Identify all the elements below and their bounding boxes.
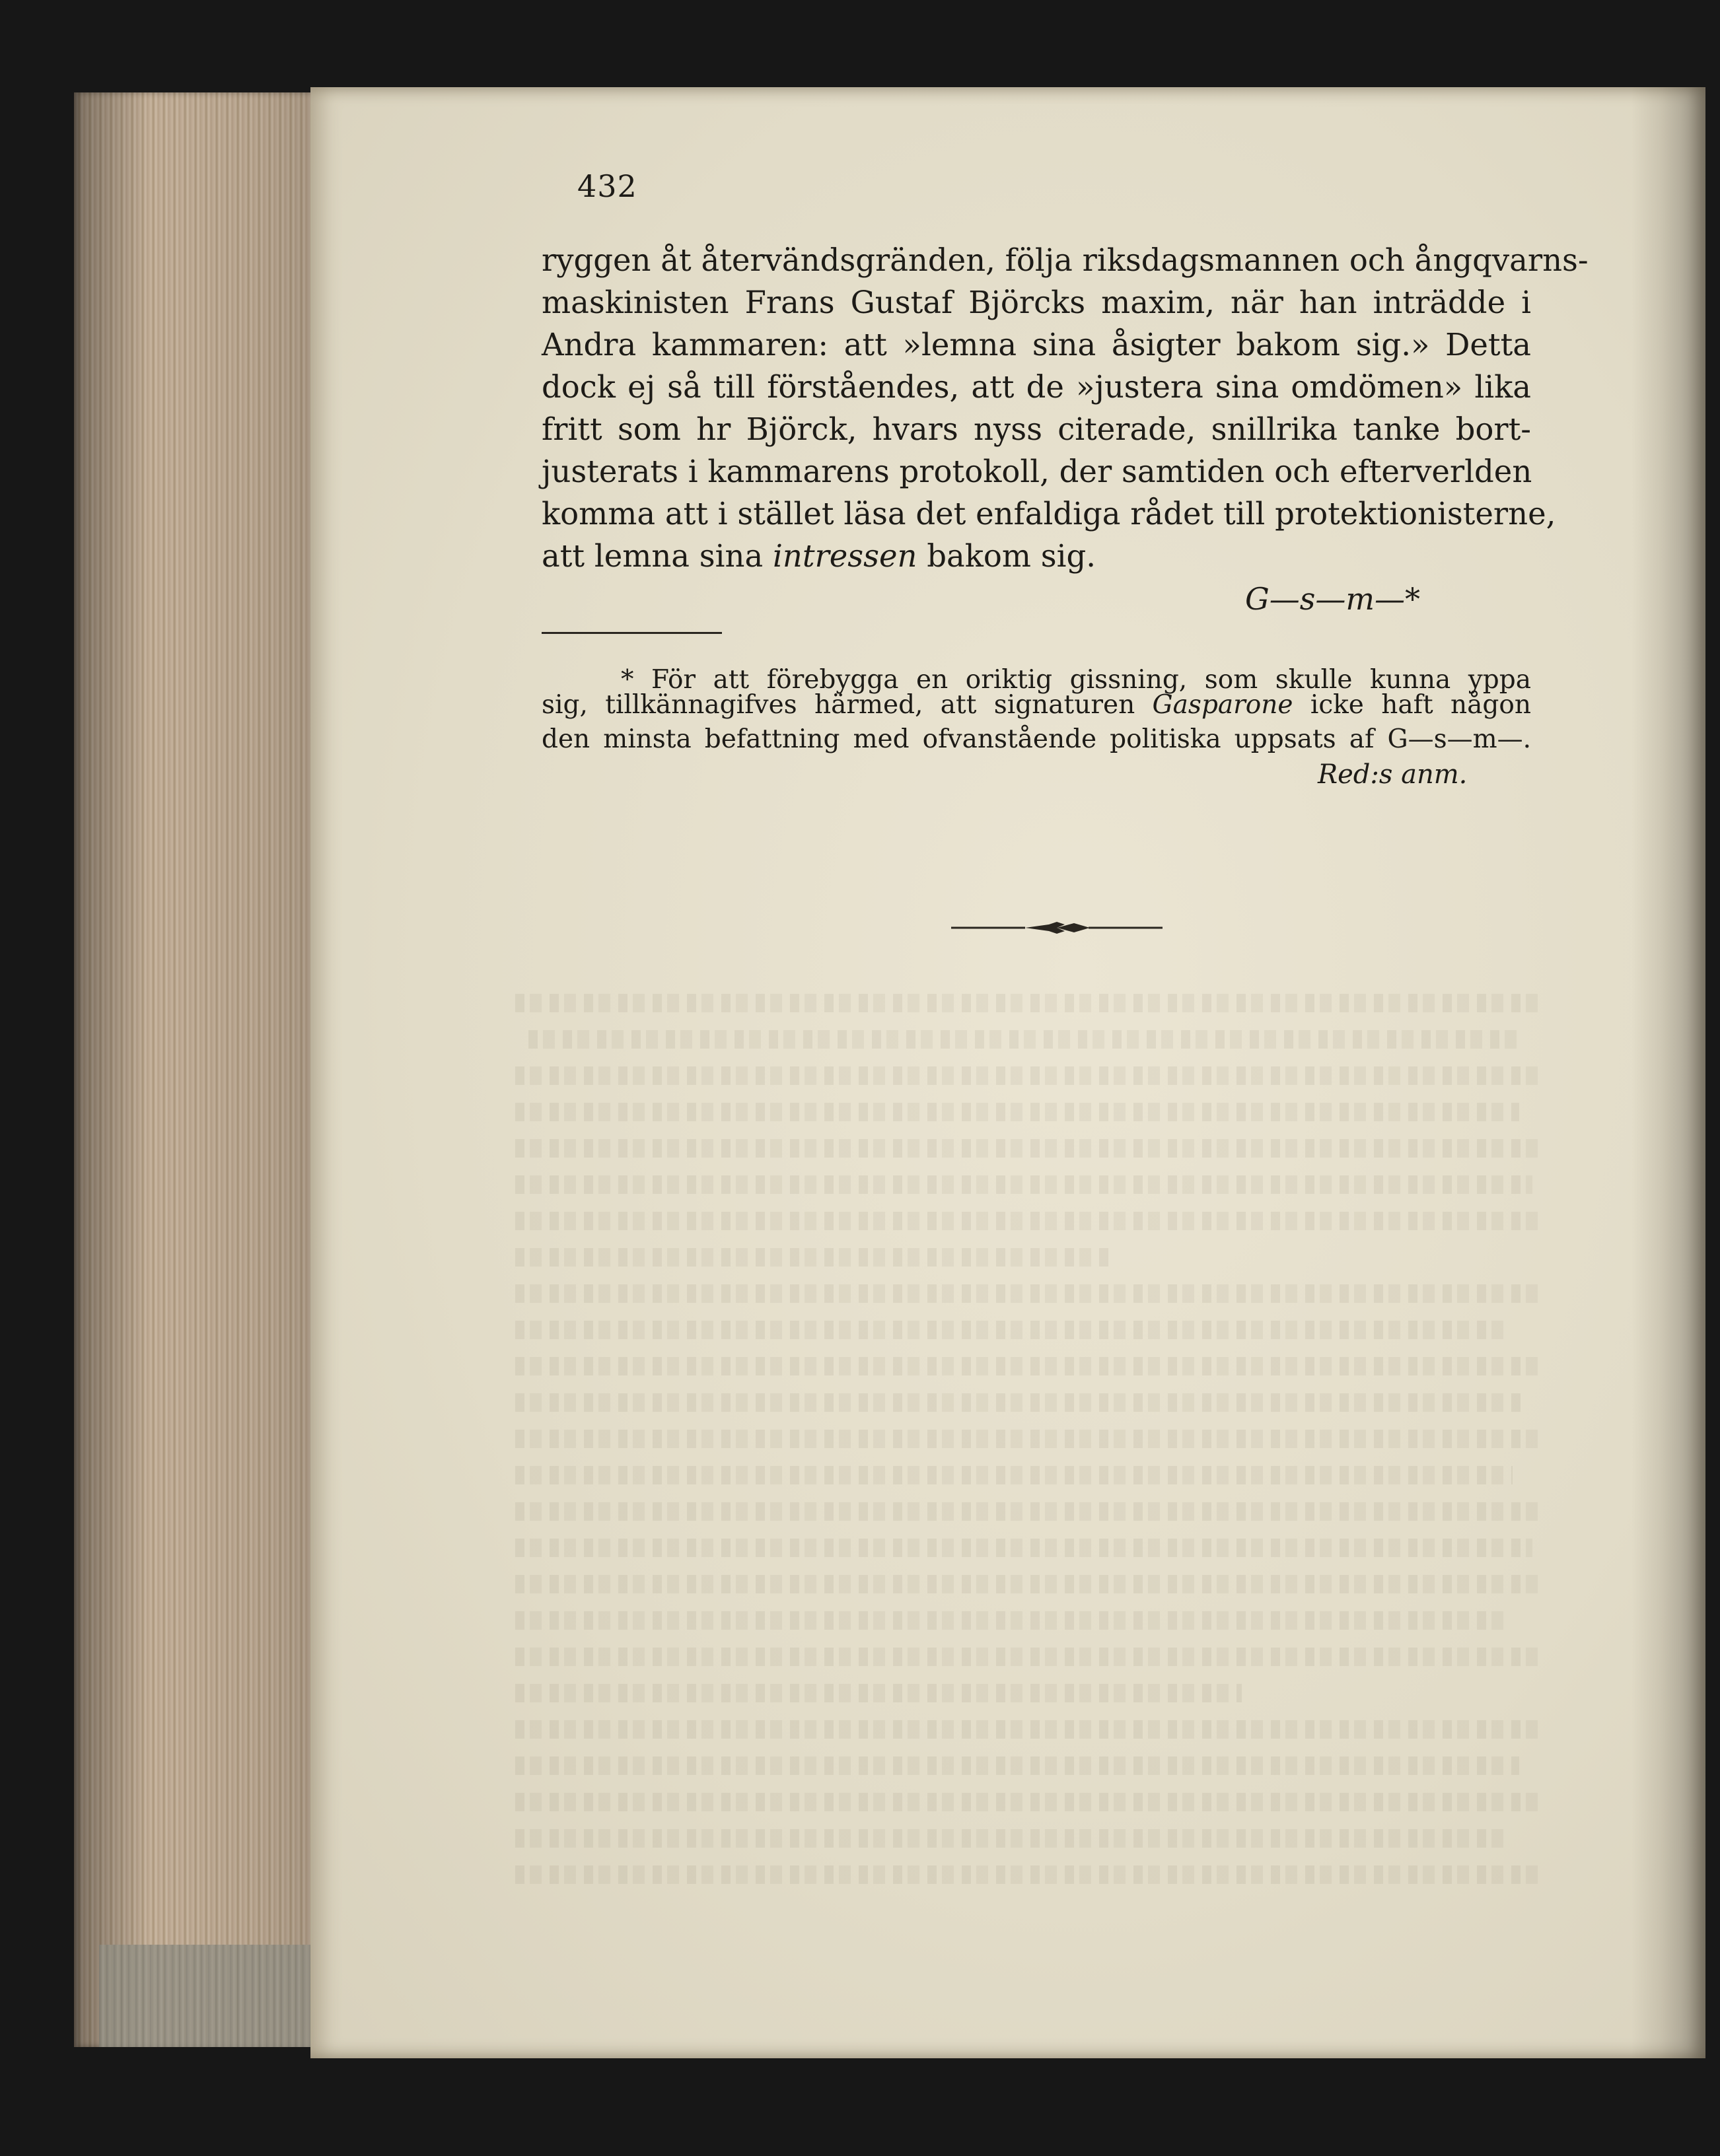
footnote-segment: sig, tillkännagifves härmed, att signaturen <box>542 690 1153 720</box>
show-through-text <box>515 1829 1506 1848</box>
body-text-segment: bakom sig. <box>917 538 1096 574</box>
body-text-last-line <box>542 535 1531 577</box>
page-gutter-shadow <box>1631 87 1705 2058</box>
show-through-text <box>515 1284 1546 1303</box>
page-number: 432 <box>577 168 637 204</box>
show-through-text <box>515 1756 1519 1775</box>
show-through-text <box>515 1175 1532 1194</box>
show-through-text <box>515 1648 1546 1666</box>
body-text-italic: intressen <box>773 538 917 574</box>
body-text-line: fritt som hr Björck, hvars nyss citerade, snillrika tanke bort- <box>542 411 1531 447</box>
body-text-line: komma att i stället läsa det enfaldiga rådet till protektionisterne, <box>542 496 1556 532</box>
show-through-text <box>515 1865 1546 1884</box>
footnote-line <box>542 689 1531 722</box>
page-edges-stack <box>74 92 325 2047</box>
show-through-text <box>515 1321 1506 1339</box>
show-through-text <box>515 1611 1506 1630</box>
show-through-text <box>515 1502 1546 1521</box>
footnote-italic: Gasparone <box>1152 690 1293 720</box>
show-through-text <box>515 1139 1546 1158</box>
show-through-text <box>528 1030 1519 1049</box>
body-text-line: maskinisten Frans Gustaf Björcks maxim, när han inträdde i <box>542 285 1531 320</box>
show-through-text <box>515 1466 1513 1484</box>
footnote-line: * För att förebygga en oriktig gissning, som skulle kunna yppa <box>621 665 1531 695</box>
show-through-text <box>515 1103 1519 1121</box>
footnote-rule <box>542 632 722 634</box>
editor-note: Red:s anm. <box>1318 759 1468 790</box>
body-text-line: Andra kammaren: att »lemna sina åsigter bakom sig.» Detta <box>542 327 1531 363</box>
show-through-text <box>515 1212 1546 1230</box>
body-text-segment: att lemna sina <box>542 538 773 574</box>
footnote-segment: icke haft någon <box>1293 690 1531 720</box>
show-through-text <box>515 1793 1546 1811</box>
body-text-line: dock ej så till förståendes, att de »justera sina omdömen» lika <box>542 369 1531 405</box>
show-through-text <box>515 994 1546 1012</box>
footnote-line: den minsta befattning med ofvanstående politiska uppsats af G—s—m—. <box>542 724 1531 754</box>
body-text-line: ryggen åt återvändsgränden, följa riksdagsmannen och ångqvarns- <box>542 242 1589 278</box>
show-through-text <box>515 1539 1532 1557</box>
show-through-text <box>515 1720 1546 1739</box>
show-through-text <box>515 1066 1546 1085</box>
section-ornament <box>951 919 1163 936</box>
show-through-text <box>515 1357 1546 1375</box>
show-through-text <box>515 1393 1526 1412</box>
body-text-line: justerats i kammarens protokoll, der samtiden och efterverlden <box>542 454 1532 489</box>
show-through-text <box>515 1575 1546 1593</box>
author-signature: G—s—m—* <box>1245 581 1420 617</box>
show-through-text <box>515 1248 1110 1267</box>
show-through-text <box>515 1684 1242 1702</box>
show-through-text <box>515 1430 1546 1448</box>
page-edges-shadow <box>99 1945 317 2047</box>
